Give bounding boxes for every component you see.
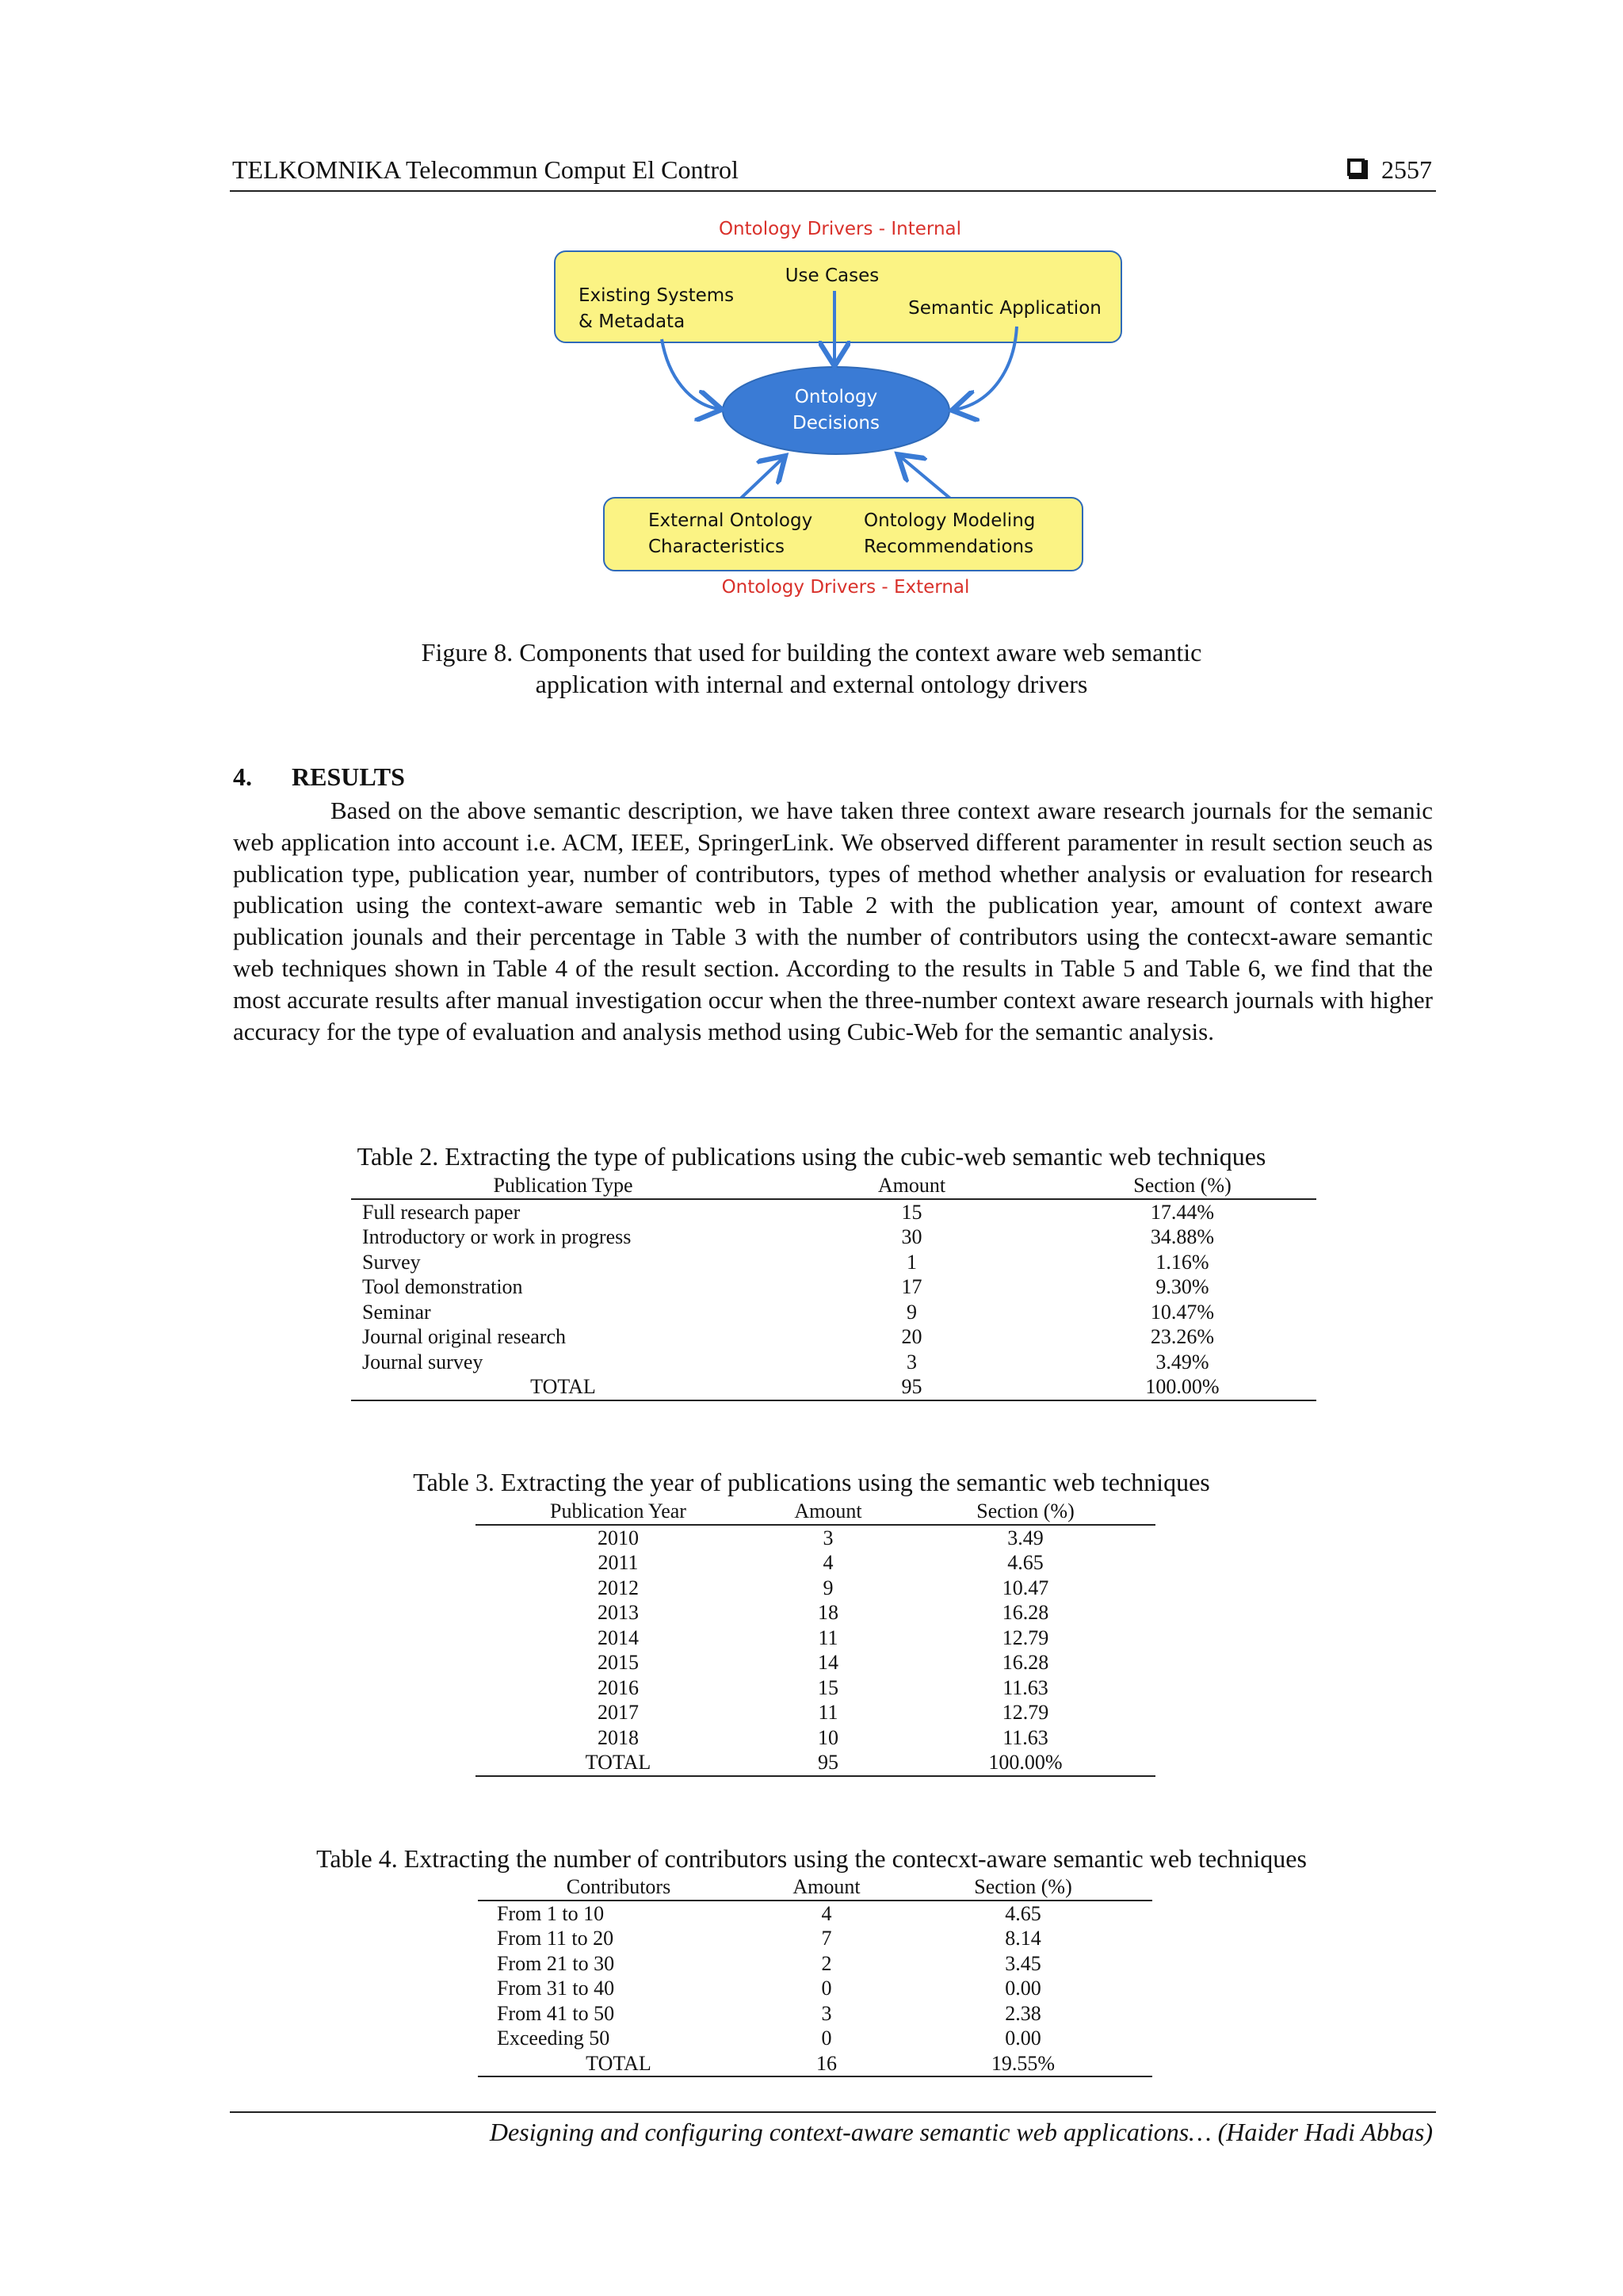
- semantic-application-label: Semantic Application: [908, 298, 1102, 319]
- table3-cell: 15: [818, 1675, 838, 1699]
- table4-cell: 2.38: [1005, 2001, 1041, 2025]
- table2-cell: 1: [907, 1250, 917, 1274]
- table4-cell: 0.00: [1005, 2027, 1041, 2050]
- table-row: [478, 2001, 1152, 2027]
- table3-header-row: [475, 1499, 1155, 1525]
- table2-header-section: Section (%): [1048, 1173, 1316, 1199]
- running-header: [230, 155, 1436, 192]
- table3-total-row: [475, 1750, 1155, 1776]
- table2-header-type: Publication Type: [351, 1173, 775, 1199]
- table4-cell: From 1 to 10: [497, 1901, 605, 1925]
- table3-cell: 2013: [598, 1601, 639, 1624]
- table4-cell: 0.00: [1005, 1977, 1041, 2000]
- table3-cell: 16.28: [1002, 1651, 1049, 1674]
- table-row: [478, 1976, 1152, 2001]
- table-row: [351, 1274, 1316, 1300]
- table4-cell: 7: [821, 1927, 832, 1950]
- table4-cell: From 41 to 50: [497, 2001, 615, 2025]
- table2-header-amount: Amount: [775, 1173, 1048, 1199]
- table3-cell: 12.79: [1002, 1626, 1049, 1649]
- table-row: [475, 1626, 1155, 1651]
- ontology-decisions-ellipse: [723, 367, 949, 454]
- table-row: [351, 1224, 1316, 1250]
- table3-cell: 3: [823, 1526, 834, 1549]
- table4: [478, 1874, 1152, 2077]
- table-row: [351, 1199, 1316, 1225]
- table3-header-amount: Amount: [761, 1499, 896, 1525]
- table3: [475, 1499, 1155, 1777]
- table-row: [475, 1576, 1155, 1601]
- ontology-modeling-label: Ontology Modeling: [864, 510, 1036, 531]
- table3-cell: 100.00%: [896, 1750, 1155, 1776]
- table2-cell: Seminar: [362, 1300, 431, 1324]
- internal-drivers-label: Ontology Drivers - Internal: [718, 219, 962, 239]
- external-drivers-label: Ontology Drivers - External: [721, 577, 970, 598]
- table2-cell: 17.44%: [1150, 1200, 1215, 1224]
- table4-cell: From 11 to 20: [497, 1927, 614, 1950]
- table3-cell: 2014: [598, 1626, 639, 1649]
- table3-cell: 2015: [598, 1651, 639, 1674]
- table2-cell: 9.30%: [1155, 1275, 1209, 1298]
- table3-cell: 12.79: [1002, 1701, 1049, 1724]
- table-row: [475, 1725, 1155, 1751]
- table2-cell: Introductory or work in progress: [362, 1225, 632, 1248]
- table3-cell: 95: [761, 1750, 896, 1776]
- table2-cell: Survey: [362, 1250, 421, 1274]
- table3-cell: 2011: [598, 1551, 639, 1574]
- table2-cell: 9: [907, 1300, 917, 1324]
- table-row: [351, 1350, 1316, 1375]
- table3-cell: 11.63: [1002, 1675, 1048, 1699]
- ontology-modeling-label-line2: Recommendations: [864, 537, 1034, 557]
- page-number: 2557: [1381, 155, 1432, 184]
- table3-cell: 10.47: [1002, 1576, 1049, 1599]
- table4-header-amount: Amount: [759, 1874, 894, 1901]
- table3-caption: Table 3. Extracting the year of publications using the semantic web techniques: [413, 1468, 1210, 1496]
- external-ontology-label-line2: Characteristics: [648, 537, 785, 557]
- table-row: [475, 1550, 1155, 1576]
- table3-cell: 9: [823, 1576, 834, 1599]
- journal-title: TELKOMNIKA Telecommun Comput El Control: [232, 155, 739, 184]
- table4-total-row: [478, 2051, 1152, 2077]
- table2-cell: 23.26%: [1150, 1325, 1215, 1348]
- section-number: 4.: [233, 762, 252, 791]
- table3-cell: 11: [818, 1701, 838, 1724]
- table4-cell: 19.55%: [894, 2051, 1152, 2077]
- external-drivers-box: [604, 498, 1083, 571]
- table3-cell: 2016: [598, 1675, 639, 1699]
- existing-systems-label-line2: & Metadata: [579, 311, 685, 332]
- table4-cell: From 31 to 40: [497, 1977, 615, 2000]
- table2-cell: 95: [775, 1374, 1048, 1400]
- table2-cell: 34.88%: [1150, 1225, 1215, 1248]
- table3-cell: TOTAL: [475, 1750, 761, 1776]
- table2-cell: 10.47%: [1150, 1300, 1215, 1324]
- table4-cell: 0: [821, 1977, 832, 2000]
- table4-cell: From 21 to 30: [497, 1951, 615, 1975]
- table3-cell: 2017: [598, 1701, 639, 1724]
- table4-cell: 2: [821, 1951, 832, 1975]
- table2-cell: Journal survey: [362, 1350, 483, 1373]
- table4-cell: 3.45: [1005, 1951, 1041, 1975]
- table2-cell: 3.49%: [1155, 1350, 1209, 1373]
- square-bullet-icon: [1347, 159, 1365, 176]
- table2-cell: 1.16%: [1155, 1250, 1209, 1274]
- table4-cell: Exceeding 50: [497, 2027, 610, 2050]
- table-row: [475, 1700, 1155, 1725]
- table3-cell: 2010: [598, 1526, 639, 1549]
- footer-rule: [230, 2111, 1436, 2113]
- table-row: [478, 2026, 1152, 2051]
- table3-header-year: Publication Year: [475, 1499, 761, 1525]
- table2-cell: TOTAL: [351, 1374, 775, 1400]
- table-row: [475, 1675, 1155, 1701]
- table3-cell: 11.63: [1002, 1725, 1048, 1749]
- table4-cell: 4: [821, 1901, 832, 1925]
- table3-cell: 4: [823, 1551, 834, 1574]
- table4-cell: 16: [759, 2051, 894, 2077]
- figure-caption-line2: application with internal and external ontology drivers: [535, 670, 1088, 698]
- table-row: [475, 1525, 1155, 1551]
- table4-cell: TOTAL: [478, 2051, 759, 2077]
- table2-cell: 30: [901, 1225, 922, 1248]
- table-row: [351, 1324, 1316, 1350]
- table3-cell: 3.49: [1007, 1526, 1044, 1549]
- table3-header-section: Section (%): [896, 1499, 1155, 1525]
- table2-cell: 3: [907, 1350, 917, 1373]
- table-row: [351, 1300, 1316, 1325]
- table3-cell: 10: [818, 1725, 838, 1749]
- results-paragraph: Based on the above semantic description, we have taken three context aware research journals for the semanic web application into account i.e. ACM, IEEE, SpringerLink. We observed different paramenter in result section seuch as publication type, publication year, number of contributors, types of method whether analysis or evaluation for research publication using the context-aware semantic web in Table 2 with the publication year, amount of context aware publication jounals and their percentage in Table 3 with the number of contributors using the contecxt-aware semantic web techniques shown in Table 4 of the result section. According to the results in Table 5 and Table 6, we find that the most accurate results after manual investigation occur when the three-number context aware research journals with higher accuracy for the type of evaluation and analysis method using Cubic-Web for the semantic analysis.: [233, 797, 1433, 1045]
- table-row: [478, 1926, 1152, 1951]
- section-heading: [233, 762, 405, 792]
- table3-cell: 2012: [598, 1576, 639, 1599]
- ontology-diagram-svg: [539, 214, 1141, 606]
- table3-cell: 2018: [598, 1725, 639, 1749]
- table2-caption: Table 2. Extracting the type of publications using the cubic-web semantic web techniques: [357, 1142, 1266, 1171]
- table3-cell: 16.28: [1002, 1601, 1049, 1624]
- figure-caption: [0, 636, 1623, 700]
- section-title: RESULTS: [292, 762, 405, 791]
- table4-cell: 4.65: [1005, 1901, 1041, 1925]
- existing-systems-label: Existing Systems: [579, 285, 735, 306]
- running-footer: Designing and configuring context-aware semantic web applications… (Haider Hadi Abbas): [489, 2118, 1433, 2146]
- table2-cell: 15: [901, 1200, 922, 1224]
- table4-header-row: [478, 1874, 1152, 1901]
- table4-caption: Table 4. Extracting the number of contributors using the contecxt-aware semantic web techniques: [316, 1844, 1307, 1873]
- table4-header-contributors: Contributors: [478, 1874, 759, 1901]
- table2-cell: Journal original research: [362, 1325, 567, 1348]
- ontology-diagram: [539, 214, 1141, 606]
- table2-cell: Tool demonstration: [362, 1275, 523, 1298]
- figure-caption-line1: Figure 8. Components that used for building the context aware web semantic: [421, 638, 1202, 667]
- ontology-decisions-label-line2: Decisions: [792, 413, 880, 434]
- table2-total-row: [351, 1374, 1316, 1400]
- table4-cell: 8.14: [1005, 1927, 1041, 1950]
- external-ontology-label: External Ontology: [648, 510, 813, 531]
- use-cases-label: Use Cases: [785, 266, 880, 286]
- table4-cell: 3: [821, 2001, 832, 2025]
- table3-cell: 4.65: [1007, 1551, 1044, 1574]
- table4-cell: 0: [821, 2027, 832, 2050]
- ontology-decisions-label: Ontology: [794, 387, 878, 407]
- table2-cell: 100.00%: [1048, 1374, 1316, 1400]
- table2: [351, 1173, 1316, 1401]
- table3-cell: 14: [818, 1651, 838, 1674]
- table2-header-row: [351, 1173, 1316, 1199]
- table3-cell: 18: [818, 1601, 838, 1624]
- table-row: [478, 1901, 1152, 1927]
- table-row: [475, 1600, 1155, 1626]
- table3-cell: 11: [818, 1626, 838, 1649]
- table2-cell: 20: [901, 1325, 922, 1348]
- table-row: [351, 1250, 1316, 1275]
- table4-header-section: Section (%): [894, 1874, 1152, 1901]
- table2-cell: 17: [901, 1275, 922, 1298]
- table-row: [478, 1951, 1152, 1977]
- table2-cell: Full research paper: [362, 1200, 521, 1224]
- table-row: [475, 1650, 1155, 1675]
- arrow-existing-to-decisions: [662, 339, 719, 409]
